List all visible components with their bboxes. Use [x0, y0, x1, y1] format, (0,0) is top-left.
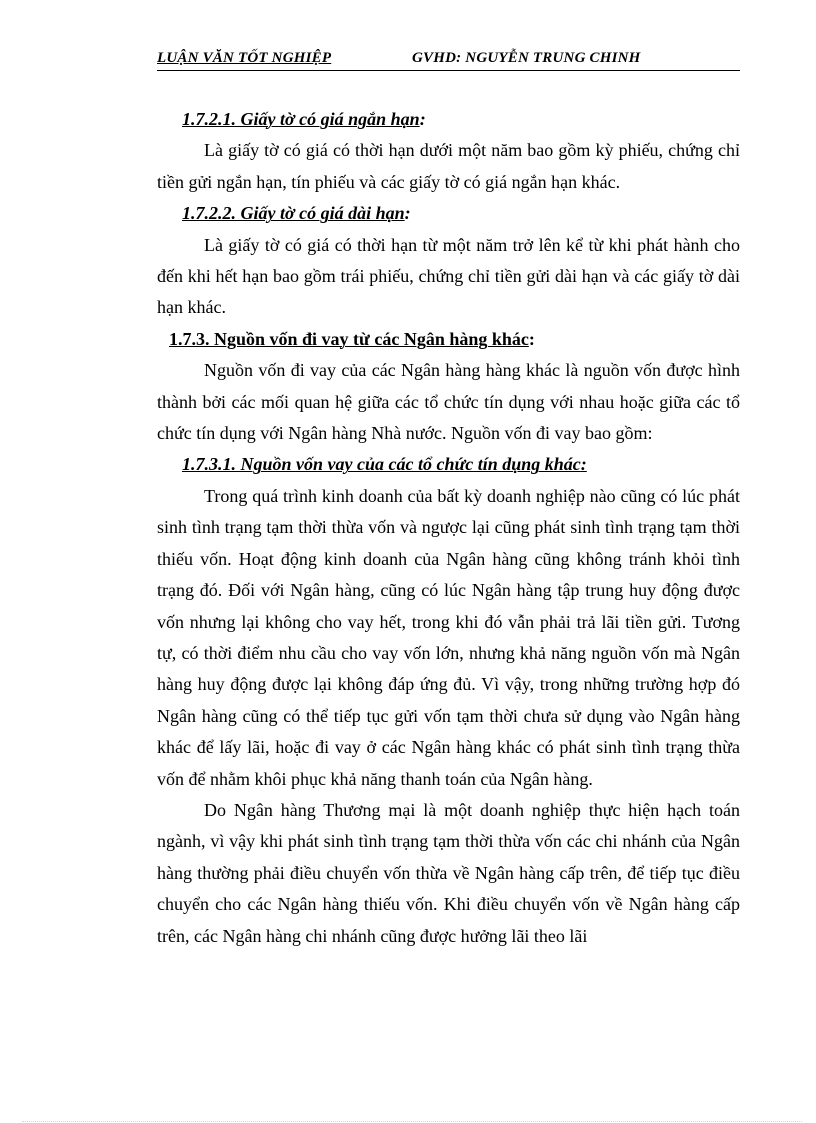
- heading-text: 1.7.2.2. Giấy tờ có giá dài hạn: [182, 203, 405, 224]
- heading-colon: :: [404, 203, 411, 224]
- page-header: [157, 48, 740, 71]
- heading-colon: :: [528, 328, 535, 349]
- heading-colon: :: [419, 109, 426, 129]
- header-thesis-title: LUẬN VĂN TỐT NGHIỆP: [157, 50, 332, 66]
- document-body: [157, 104, 740, 952]
- heading-text: 1.7.3. Nguồn vốn đi vay từ các Ngân hàng khác: [169, 328, 529, 349]
- header-advisor: GVHD: NGUYỄN TRUNG CHINH: [412, 50, 641, 66]
- paragraph-credit-institutions-2: Do Ngân hàng Thương mại là một doanh nghiệp thực hiện hạch toán ngành, vì vậy khi phát sinh tình trạng tạm thời thừa vốn các chi nhánh của Ngân hàng thường phải điều chuyển vốn thừa về Ngân hàng cấp trên, để tiếp tục điều chuyển cho các Ngân hàng thiếu vốn. Khi điều chuyển vốn về Ngân hàng cấp trên, các Ngân hàng chi nhánh cũng được hưởng lãi theo lãi: [157, 799, 740, 946]
- paragraph-borrowed-capital: Nguồn vốn đi vay của các Ngân hàng hàng khác là nguồn vốn được hình thành bởi các mối quan hệ giữa các tổ chức tín dụng với nhau hoặc giữa các tổ chức tín dụng với Ngân hàng Nhà nước. Nguồn vốn đi vay bao gồm:: [157, 360, 740, 444]
- heading-1-7-3: [157, 324, 740, 355]
- heading-1-7-3-1: [157, 449, 740, 480]
- heading-text: 1.7.3.1. Nguồn vốn vay của các tổ chức tín dụng khác: [182, 454, 581, 475]
- heading-1-7-2-2: [157, 198, 740, 229]
- paragraph-long-term-papers: Là giấy tờ có giá có thời hạn từ một năm trở lên kể từ khi phát hành cho đến khi hết hạn bao gồm trái phiếu, chứng chỉ tiền gửi dài hạn và các giấy tờ dài hạn khác.: [157, 234, 740, 318]
- paragraph-credit-institutions-1: Trong quá trình kinh doanh của bất kỳ doanh nghiệp nào cũng có lúc phát sinh tình trạng tạm thời thừa vốn và ngược lại cũng phát sinh tình trạng tạm thời thiếu vốn. Hoạt động kinh doanh của Ngân hàng cũng không tránh khỏi tình trạng đó. Đối với Ngân hàng, cũng có lúc Ngân hàng tập trung huy động được vốn nhưng lại không cho vay hết, trong khi đó vẫn phải trả lãi tiền gửi. Tương tự, có thời điểm nhu cầu cho vay vốn lớn, nhưng khả năng nguồn vốn mà Ngân hàng huy động được lại không đáp ứng đủ. Vì vậy, trong những trường hợp đó Ngân hàng cũng có thể tiếp tục gửi vốn tạm thời chưa sử dụng vào Ngân hàng khác để lấy lãi, hoặc đi vay ở các Ngân hàng khác có phát sinh tình trạng thừa vốn để nhằm khôi phục khả năng thanh toán của Ngân hàng.: [157, 485, 740, 789]
- heading-1-7-2-1: [157, 104, 740, 135]
- heading-text: 1.7.2.1. Giấy tờ có giá ngắn hạn: [182, 109, 420, 129]
- page-bottom-border: [22, 1121, 802, 1122]
- paragraph-short-term-papers: Là giấy tờ có giá có thời hạn dưới một năm bao gồm kỳ phiếu, chứng chỉ tiền gửi ngắn hạn, tín phiếu và các giấy tờ có giá ngắn hạn khác.: [157, 140, 740, 192]
- heading-colon: :: [580, 454, 587, 475]
